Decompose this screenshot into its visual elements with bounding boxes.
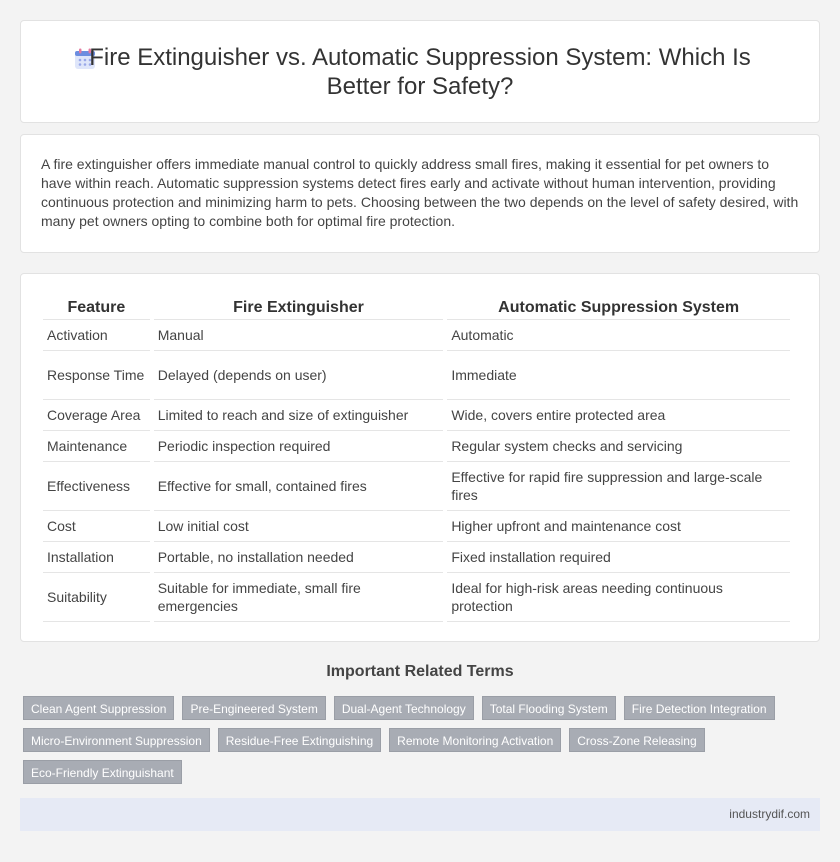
tag-cross-zone-releasing[interactable]: Cross-Zone Releasing	[569, 728, 704, 752]
table-cell: Manual	[154, 320, 444, 351]
table-cell: Suitability	[43, 573, 150, 622]
header-automatic-suppression: Automatic Suppression System	[447, 296, 790, 320]
table-cell: Regular system checks and servicing	[447, 431, 790, 462]
table-cell: Suitable for immediate, small fire emergencies	[154, 573, 444, 622]
table-row	[43, 462, 790, 511]
table-cell: Immediate	[447, 351, 790, 400]
page-title: Fire Extinguisher vs. Automatic Suppression System: Which Is Better for Safety?	[89, 43, 751, 100]
table-cell: Cost	[43, 511, 150, 542]
table-cell: Periodic inspection required	[154, 431, 444, 462]
table-cell: Effectiveness	[43, 462, 150, 511]
table-row	[43, 542, 790, 573]
footer	[20, 798, 820, 831]
table-cell: Maintenance	[43, 431, 150, 462]
table-cell: Fixed installation required	[447, 542, 790, 573]
table-row	[43, 351, 790, 400]
table-cell: Portable, no installation needed	[154, 542, 444, 573]
tag-total-flooding-system[interactable]: Total Flooding System	[482, 696, 616, 720]
related-terms-title: Important Related Terms	[326, 663, 514, 680]
table-row	[43, 400, 790, 431]
tag-eco-friendly-extinguishant[interactable]: Eco-Friendly Extinguishant	[23, 760, 182, 784]
header-fire-extinguisher: Fire Extinguisher	[154, 296, 444, 320]
table-cell: Limited to reach and size of extinguisher	[154, 400, 444, 431]
table-row	[43, 511, 790, 542]
tag-pre-engineered-system[interactable]: Pre-Engineered System	[182, 696, 325, 720]
title-card	[20, 20, 820, 123]
table-cell: Higher upfront and maintenance cost	[447, 511, 790, 542]
related-terms-list	[23, 696, 793, 784]
tag-fire-detection-integration[interactable]: Fire Detection Integration	[624, 696, 775, 720]
table-row	[43, 573, 790, 622]
tag-residue-free-extinguishing[interactable]: Residue-Free Extinguishing	[218, 728, 381, 752]
table-card	[20, 273, 820, 642]
tag-remote-monitoring-activation[interactable]: Remote Monitoring Activation	[389, 728, 561, 752]
intro-paragraph: A fire extinguisher offers immediate manual control to quickly address small fires, making it essential for pet owners to have within reach. Automatic suppression systems detect fires early and activate without human intervention, providing continuous protection and minimizing harm to pets. Choosing between the two depends on the level of safety desired, with many pet owners opting to combine both for optimal fire protection.	[41, 156, 799, 229]
table-cell: Delayed (depends on user)	[154, 351, 444, 400]
table-cell: Coverage Area	[43, 400, 150, 431]
table-cell: Wide, covers entire protected area	[447, 400, 790, 431]
table-header-row	[43, 296, 790, 320]
table-cell: Ideal for high-risk areas needing continuous protection	[447, 573, 790, 622]
table-cell: Installation	[43, 542, 150, 573]
table-cell: Effective for rapid fire suppression and large-scale fires	[447, 462, 790, 511]
table-cell: Effective for small, contained fires	[154, 462, 444, 511]
tag-dual-agent-technology[interactable]: Dual-Agent Technology	[334, 696, 474, 720]
tag-clean-agent-suppression[interactable]: Clean Agent Suppression	[23, 696, 174, 720]
table-row	[43, 320, 790, 351]
table-row	[43, 431, 790, 462]
tag-micro-environment-suppression[interactable]: Micro-Environment Suppression	[23, 728, 210, 752]
table-cell: Response Time	[43, 351, 150, 400]
comparison-table	[39, 296, 794, 622]
table-cell: Activation	[43, 320, 150, 351]
footer-site-link[interactable]: industrydif.com	[729, 807, 810, 821]
table-cell: Automatic	[447, 320, 790, 351]
header-feature: Feature	[43, 296, 150, 320]
intro-card	[20, 134, 820, 253]
table-cell: Low initial cost	[154, 511, 444, 542]
